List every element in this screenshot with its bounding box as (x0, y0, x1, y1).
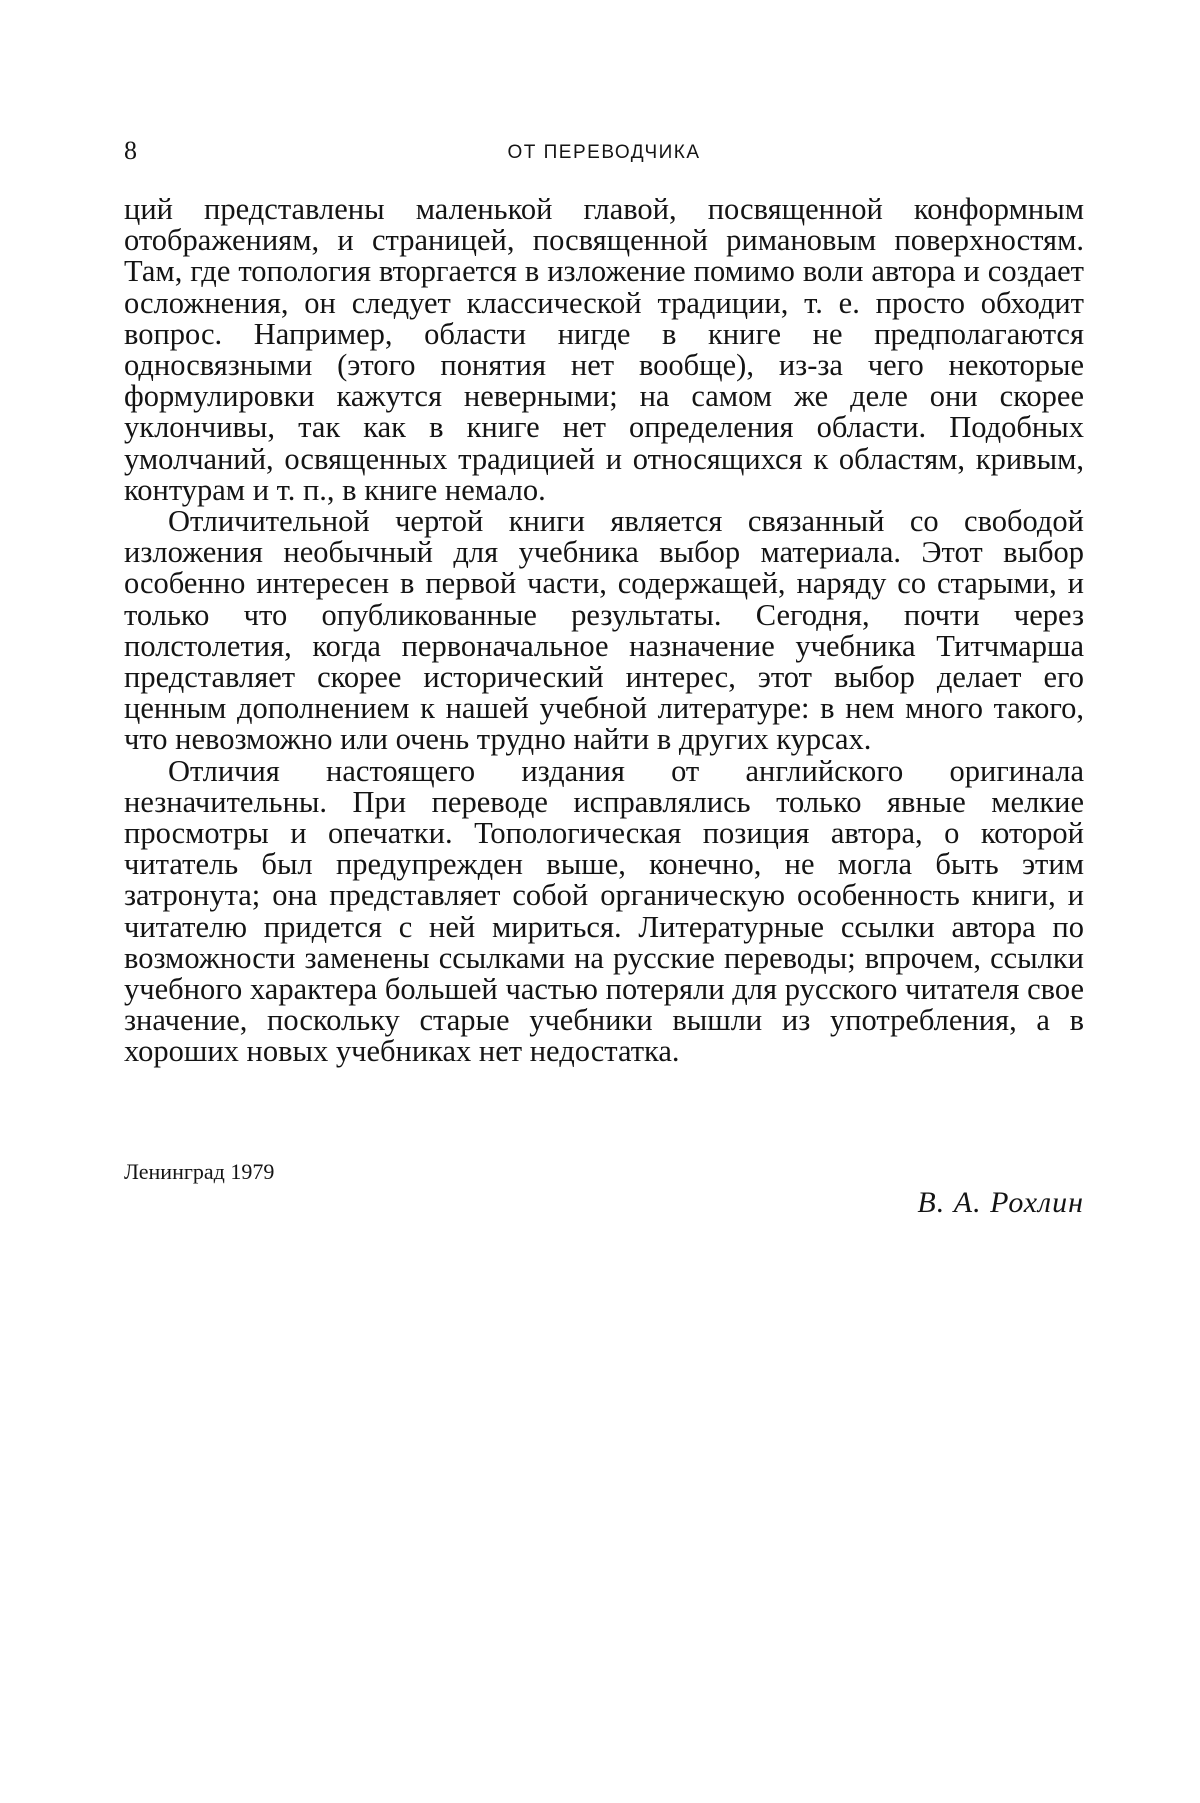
paragraph: Отличия настоящего издания от английского оригинала незначительны. При переводе исправлялись только явные мелкие просмотры и опечатки. Топологическая позиция автора, о которой читатель был предупрежден выше, конечно, не могла быть этим затронута; она представляет собой органическую особенность книги, и читателю придется с ней мириться. Литературные ссылки автора по возможности заменены ссылками на русские переводы; впрочем, ссылки учебного характера большей частью потеряли для русского читателя свое значение, поскольку старые учебники вышли из употребления, а в хороших новых учебниках нет недостатка. (124, 756, 1084, 1068)
section-title: ОТ ПЕРЕВОДЧИКА (124, 138, 1084, 168)
page-number: 8 (124, 136, 137, 166)
paragraph-continued: ций представлены маленькой главой, посвященной конформным отображениям, и страницей, посвященной римановым поверхностям. Там, где топология вторгается в изложение помимо воли автора и создает осложнения, он следует классической традиции, т. е. просто обходит вопрос. Например, области нигде в книге не предполагаются односвязными (этого понятия нет вообще), из-за чего некоторые формулировки кажутся неверными; на самом же деле они скорее уклончивы, так как в книге нет определения области. Подобных умолчаний, освященных традицией и относящихся к областям, кривым, контурам и т. п., в книге немало. (124, 194, 1084, 506)
place-date: Ленинград 1979 (124, 1158, 274, 1186)
running-head (124, 136, 1084, 166)
book-page (0, 0, 1200, 1803)
body-text (124, 194, 1084, 1068)
translator-signature: В. А. Рохлин (917, 1186, 1084, 1220)
paragraph: Отличительной чертой книги является связанный со свободой изложения необычный для учебника выбор материала. Этот выбор особенно интересен в первой части, содержащей, наряду со старыми, и только что опубликованные результаты. Сегодня, почти через полстолетия, когда первоначальное назначение учебника Титчмарша представляет скорее исторический интерес, этот выбор делает его ценным дополнением к нашей учебной литературе: в нем много такого, что невозможно или очень трудно найти в других курсах. (124, 506, 1084, 756)
